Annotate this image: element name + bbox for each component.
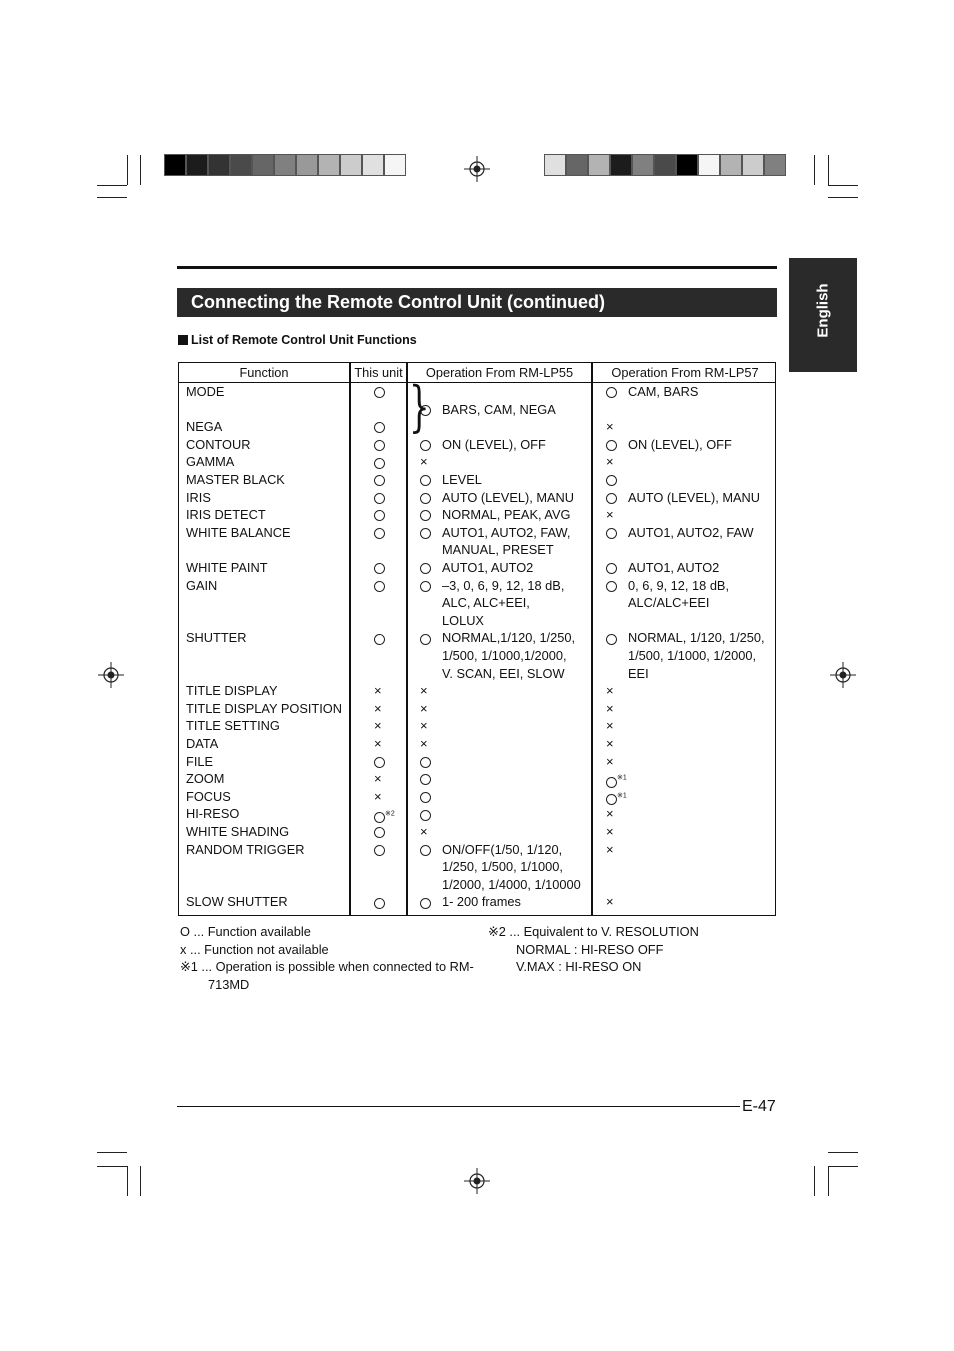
rm-lp57-mark — [606, 842, 614, 857]
column-divider — [406, 363, 408, 915]
function-name: MODE — [186, 384, 225, 399]
available-circle-icon — [420, 475, 431, 486]
rm-lp57-detail: ON (LEVEL), OFF — [628, 436, 732, 452]
this-unit-mark — [374, 525, 385, 540]
available-circle-icon — [374, 510, 385, 521]
footer-rule — [177, 1106, 740, 1107]
rm-lp57-detail: ALC/ALC+EEI — [628, 595, 710, 611]
rm-lp55-mark — [420, 754, 431, 769]
function-name: WHITE BALANCE — [186, 524, 291, 540]
registration-mark-icon — [830, 662, 856, 688]
this-unit-mark — [374, 771, 382, 786]
not-available-cross-icon: × — [606, 841, 614, 857]
registration-mark-icon — [464, 1168, 490, 1194]
this-unit-mark — [374, 824, 385, 839]
rm-lp55-detail: AUTO1, AUTO2 — [442, 560, 534, 575]
rm-lp55-detail: NORMAL, PEAK, AVG — [442, 507, 571, 523]
available-circle-icon — [374, 757, 385, 768]
not-available-cross-icon: × — [374, 771, 382, 787]
rm-lp57-mark — [606, 806, 614, 821]
this-unit-mark — [374, 754, 385, 769]
rm-lp57-mark — [606, 718, 614, 733]
available-circle-icon — [374, 898, 385, 909]
rm-lp57-mark — [606, 454, 614, 469]
rm-lp55-mark — [420, 894, 431, 909]
this-unit-cell — [374, 383, 385, 406]
column-header-rm-lp55: Operation From RM-LP55 — [425, 365, 574, 380]
rm-lp55-mark — [420, 560, 431, 575]
brace-mark: } — [409, 375, 430, 438]
function-name: SHUTTER — [186, 630, 247, 646]
rm-lp55-mark — [420, 771, 431, 786]
not-available-cross-icon: × — [374, 718, 382, 734]
rm-lp55-detail: MANUAL, PRESET — [442, 542, 554, 558]
not-available-cross-icon: × — [606, 507, 614, 523]
legend-note: ※2 ... Equivalent to V. RESOLUTION — [488, 924, 699, 939]
available-circle-icon — [606, 440, 617, 451]
language-tab-label: English — [814, 283, 832, 338]
available-circle-icon — [606, 387, 617, 398]
available-circle-icon — [374, 812, 385, 823]
available-circle-icon — [420, 563, 431, 574]
legend-note: x ... Function not available — [180, 941, 329, 957]
rm-lp57-mark — [606, 560, 617, 575]
column-divider — [591, 363, 593, 915]
function-name: RANDOM TRIGGER — [186, 841, 305, 857]
rm-lp55-mark — [420, 736, 428, 751]
legend-note: ※1 ... Operation is possible when connected to RM- — [180, 959, 474, 975]
rm-lp57-mark — [606, 419, 614, 434]
available-circle-icon — [420, 440, 431, 451]
rm-lp55-mark — [420, 718, 428, 733]
available-circle-icon — [374, 387, 385, 398]
registration-mark-icon — [98, 662, 124, 688]
not-available-cross-icon: × — [374, 788, 382, 804]
available-circle-icon — [606, 528, 617, 539]
rm-lp55-detail: LEVEL — [442, 472, 482, 487]
rm-lp57-detail: NORMAL, 1/120, 1/250, — [628, 630, 765, 646]
square-bullet-icon — [178, 335, 188, 345]
function-name: WHITE PAINT — [186, 560, 268, 575]
rm-lp57-detail: CAM, BARS — [628, 384, 699, 399]
rm-lp55-detail: 1/2000, 1/4000, 1/10000 — [442, 876, 581, 892]
this-unit-mark — [374, 809, 395, 824]
gray-scale-bar-left — [164, 154, 406, 176]
available-circle-icon — [374, 634, 385, 645]
language-tab — [789, 258, 857, 372]
available-circle-icon — [606, 581, 617, 592]
section-heading — [178, 333, 417, 347]
available-circle-icon — [420, 757, 431, 768]
this-unit-mark — [374, 718, 382, 733]
this-unit-mark — [374, 789, 382, 804]
function-name: CONTOUR — [186, 436, 251, 452]
function-name: TITLE SETTING — [186, 718, 280, 734]
rm-lp57-mark — [606, 773, 627, 788]
function-name: GAIN — [186, 577, 218, 593]
available-circle-icon — [606, 493, 617, 504]
column-header-function: Function — [239, 365, 289, 380]
rm-lp55-cell — [420, 893, 431, 916]
rm-lp57-cell — [606, 629, 617, 652]
rm-lp57-mark — [606, 507, 614, 522]
function-name: DATA — [186, 736, 219, 751]
rm-lp55-detail: AUTO1, AUTO2, FAW, — [442, 524, 571, 540]
rm-lp57-cell — [606, 577, 617, 600]
not-available-cross-icon: × — [420, 454, 428, 470]
not-available-cross-icon: × — [606, 736, 614, 751]
rm-lp55-mark — [420, 630, 431, 645]
function-name: SLOW SHUTTER — [186, 894, 288, 910]
column-divider — [349, 363, 351, 915]
rm-lp55-mark — [420, 490, 431, 505]
available-circle-icon — [606, 475, 617, 486]
rm-lp57-mark — [606, 437, 617, 452]
this-unit-mark — [374, 630, 385, 645]
this-unit-cell — [374, 841, 385, 864]
this-unit-mark — [374, 437, 385, 452]
rm-lp55-detail: BARS, CAM, NEGA — [442, 401, 556, 417]
available-circle-icon — [420, 898, 431, 909]
function-name: ZOOM — [186, 771, 225, 787]
rm-lp57-mark — [606, 683, 614, 698]
rm-lp55-detail: ON (LEVEL), OFF — [442, 436, 546, 452]
function-name: GAMMA — [186, 454, 235, 470]
rm-lp55-mark — [420, 578, 431, 593]
available-circle-icon — [420, 774, 431, 785]
rm-lp57-mark — [606, 791, 627, 806]
function-name: TITLE DISPLAY — [186, 683, 278, 699]
rm-lp57-mark — [606, 525, 617, 540]
rm-lp57-mark — [606, 701, 614, 716]
not-available-cross-icon: × — [606, 894, 614, 910]
this-unit-mark — [374, 894, 385, 909]
rm-lp55-cell — [420, 577, 431, 600]
available-circle-icon — [606, 777, 617, 788]
rm-lp57-mark — [606, 472, 617, 487]
this-unit-mark — [374, 701, 382, 716]
available-circle-icon — [420, 845, 431, 856]
rm-lp55-detail: 1/500, 1/1000,1/2000, — [442, 648, 567, 663]
this-unit-mark — [374, 384, 385, 399]
functions-table — [178, 362, 776, 916]
not-available-cross-icon: × — [606, 700, 614, 716]
rm-lp57-mark — [606, 824, 614, 839]
rm-lp55-mark — [420, 806, 431, 821]
this-unit-mark — [374, 560, 385, 575]
not-available-cross-icon: × — [606, 806, 614, 822]
this-unit-cell — [374, 524, 385, 547]
this-unit-mark — [374, 490, 385, 505]
not-available-cross-icon: × — [606, 454, 614, 470]
registration-mark-icon — [464, 156, 490, 182]
rm-lp57-mark — [606, 490, 617, 505]
not-available-cross-icon: × — [606, 419, 614, 435]
function-name: WHITE SHADING — [186, 824, 290, 839]
rm-lp55-mark — [420, 842, 431, 857]
this-unit-cell — [374, 629, 385, 652]
rm-lp57-mark — [606, 754, 614, 769]
legend-note: NORMAL : HI-RESO OFF — [516, 941, 664, 957]
rm-lp57-mark — [606, 894, 614, 909]
available-circle-icon — [374, 528, 385, 539]
this-unit-mark — [374, 472, 385, 487]
legend-note: V.MAX : HI-RESO ON — [516, 959, 642, 975]
available-circle-icon — [606, 794, 617, 805]
footnote-ref: ※1 — [617, 792, 627, 800]
rm-lp55-mark — [420, 683, 428, 698]
rm-lp55-mark — [420, 701, 428, 716]
available-circle-icon — [374, 845, 385, 856]
function-name: FILE — [186, 753, 214, 769]
available-circle-icon — [420, 634, 431, 645]
this-unit-mark — [374, 419, 385, 434]
function-name: FOCUS — [186, 788, 231, 804]
not-available-cross-icon: × — [606, 824, 614, 839]
available-circle-icon — [374, 581, 385, 592]
rm-lp57-detail: AUTO (LEVEL), MANU — [628, 489, 761, 505]
footnote-ref: ※1 — [617, 775, 627, 783]
not-available-cross-icon: × — [606, 718, 614, 734]
function-name: IRIS DETECT — [186, 507, 266, 523]
available-circle-icon — [420, 810, 431, 821]
rm-lp55-detail: V. SCAN, EEI, SLOW — [442, 665, 565, 681]
available-circle-icon — [374, 475, 385, 486]
rm-lp55-mark — [420, 454, 428, 469]
not-available-cross-icon: × — [374, 683, 382, 699]
available-circle-icon — [606, 634, 617, 645]
not-available-cross-icon: × — [420, 824, 428, 839]
rm-lp55-mark — [420, 525, 431, 540]
this-unit-mark — [374, 454, 385, 469]
rm-lp55-detail: LOLUX — [442, 612, 484, 628]
rm-lp57-mark — [606, 630, 617, 645]
this-unit-mark — [374, 842, 385, 857]
rm-lp57-mark — [606, 578, 617, 593]
page-number: E-47 — [742, 1098, 776, 1115]
this-unit-mark — [374, 736, 382, 751]
rm-lp57-detail: EEI — [628, 665, 649, 681]
rm-lp57-cell — [606, 383, 617, 406]
rm-lp55-detail: ON/OFF(1/50, 1/120, — [442, 841, 563, 857]
rm-lp55-detail: –3, 0, 6, 9, 12, 18 dB, — [442, 577, 565, 593]
not-available-cross-icon: × — [420, 718, 428, 734]
this-unit-mark — [374, 683, 382, 698]
column-header-rm-lp57: Operation From RM-LP57 — [611, 365, 759, 380]
footnote-ref: ※2 — [385, 810, 395, 818]
rm-lp57-mark — [606, 736, 614, 751]
this-unit-cell — [374, 893, 385, 916]
available-circle-icon — [606, 563, 617, 574]
this-unit-mark — [374, 507, 385, 522]
page-title: Connecting the Remote Control Unit (continued) — [177, 288, 777, 317]
not-available-cross-icon: × — [606, 753, 614, 769]
rm-lp57-detail: 1/500, 1/1000, 1/2000, — [628, 648, 757, 663]
rm-lp55-mark — [420, 824, 428, 839]
available-circle-icon — [374, 493, 385, 504]
rm-lp55-mark — [420, 472, 431, 487]
not-available-cross-icon: × — [374, 700, 382, 716]
rm-lp55-detail: 1/250, 1/500, 1/1000, — [442, 859, 563, 875]
function-name: MASTER BLACK — [186, 472, 285, 487]
available-circle-icon — [374, 422, 385, 433]
available-circle-icon — [420, 510, 431, 521]
rm-lp55-cell — [420, 841, 431, 864]
section-heading-text: List of Remote Control Unit Functions — [191, 333, 417, 347]
legend-note: 713MD — [208, 976, 250, 992]
rm-lp57-detail: AUTO1, AUTO2, FAW — [628, 524, 754, 540]
available-circle-icon — [420, 792, 431, 803]
rm-lp55-detail: 1- 200 frames — [442, 894, 521, 910]
rm-lp57-detail: AUTO1, AUTO2 — [628, 560, 720, 575]
rm-lp57-cell — [606, 893, 614, 916]
available-circle-icon — [420, 528, 431, 539]
rm-lp55-mark — [420, 437, 431, 452]
gray-scale-bar-right — [544, 154, 786, 176]
not-available-cross-icon: × — [606, 683, 614, 699]
this-unit-cell — [374, 577, 385, 600]
rm-lp57-detail: 0, 6, 9, 12, 18 dB, — [628, 577, 730, 593]
available-circle-icon — [420, 581, 431, 592]
rm-lp55-mark — [420, 507, 431, 522]
rm-lp55-detail: AUTO (LEVEL), MANU — [442, 489, 575, 505]
rm-lp57-cell — [606, 841, 614, 864]
function-name: NEGA — [186, 419, 223, 435]
legend-note: O ... Function available — [180, 924, 311, 939]
rm-lp55-cell — [420, 629, 431, 652]
top-rule — [177, 266, 777, 269]
available-circle-icon — [374, 563, 385, 574]
function-name: HI-RESO — [186, 806, 240, 822]
not-available-cross-icon: × — [420, 736, 428, 751]
this-unit-mark — [374, 578, 385, 593]
not-available-cross-icon: × — [420, 683, 428, 699]
available-circle-icon — [420, 493, 431, 504]
not-available-cross-icon: × — [374, 736, 382, 751]
column-header-this-unit: This unit — [354, 365, 403, 380]
rm-lp55-mark — [420, 789, 431, 804]
available-circle-icon — [374, 440, 385, 451]
rm-lp57-mark — [606, 384, 617, 399]
rm-lp55-cell — [420, 524, 431, 547]
available-circle-icon — [374, 827, 385, 838]
function-name: IRIS — [186, 489, 211, 505]
function-name: TITLE DISPLAY POSITION — [186, 700, 342, 716]
available-circle-icon — [374, 458, 385, 469]
rm-lp55-detail: NORMAL,1/120, 1/250, — [442, 630, 576, 646]
rm-lp57-cell — [606, 524, 617, 547]
not-available-cross-icon: × — [420, 700, 428, 716]
rm-lp55-detail: ALC, ALC+EEI, — [442, 595, 530, 611]
